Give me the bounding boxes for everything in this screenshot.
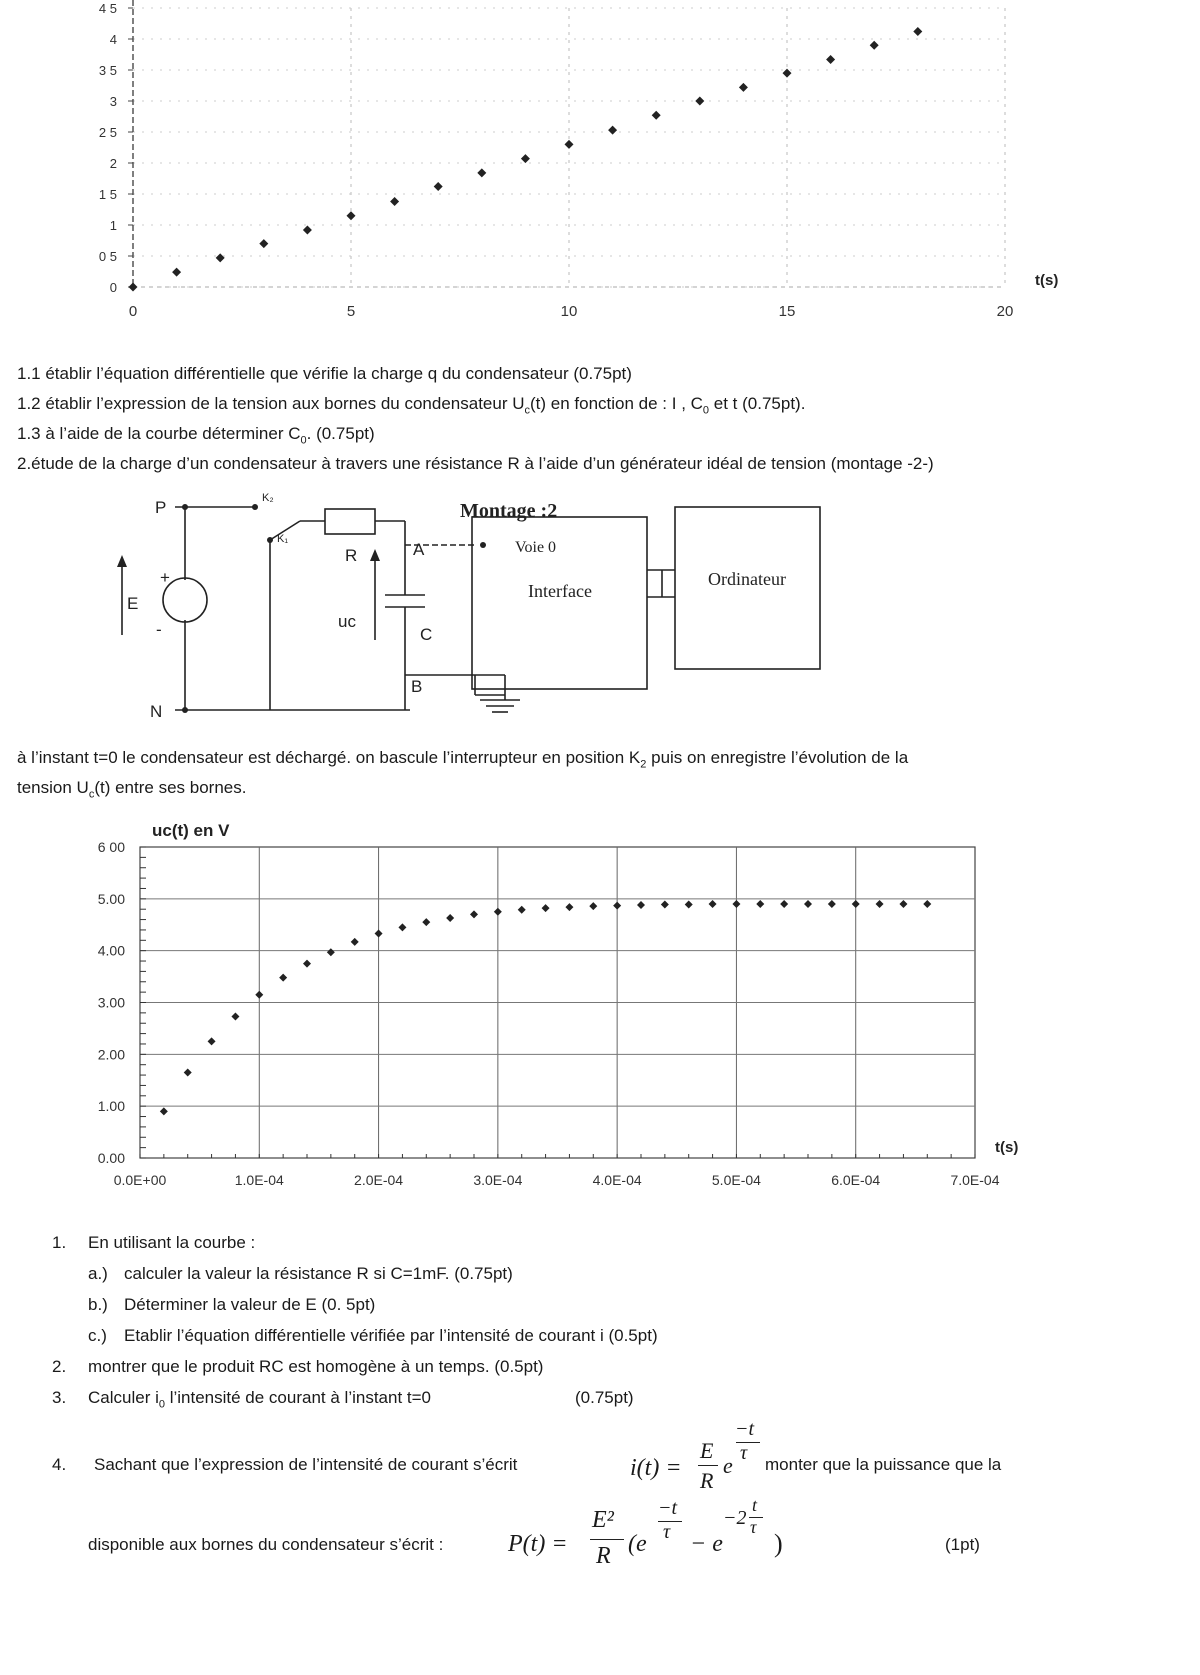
question-2: montrer que le produit RC est homogène à un temps. (0.5pt) (88, 1357, 544, 1376)
circuit-diagram (0, 485, 1200, 725)
y-axis-label: uc(t) en V (152, 821, 230, 840)
question-1-3: 1.3 à l’aide de la courbe déterminer $C_0$. (0.75pt) (17, 424, 375, 447)
data-point (661, 901, 669, 909)
x-tick-label: 0.0E+00 (113, 1172, 167, 1188)
data-point (303, 225, 312, 234)
question-3: Calculer $i_0$ l’intensité de courant à l’instant t=0 (88, 1388, 432, 1411)
data-point (279, 974, 287, 982)
data-point (390, 197, 399, 206)
y-tick-label: 1 (109, 218, 117, 233)
label-interface: Interface (528, 581, 592, 601)
y-tick-label: 2.00 (97, 1046, 125, 1063)
x-tick-label: 7.0E-04 (950, 1172, 1000, 1188)
x-tick-label: 15 (778, 303, 796, 320)
label-minus: - (156, 620, 162, 639)
x-tick-label: 2.0E-04 (354, 1172, 404, 1188)
data-point (231, 1012, 239, 1020)
data-point (542, 904, 550, 912)
question-2-heading: 2.étude de la charge d’un condensateur à travers une résistance R à l’aide d’un générateur idéal de tension (montage -2-) (17, 454, 934, 473)
label-ordinateur: Ordinateur (708, 569, 786, 589)
data-point (521, 154, 530, 163)
y-tick-label: 0.00 (97, 1150, 125, 1166)
label-N: N (150, 702, 163, 721)
data-point (259, 239, 268, 248)
question-num-2: 2. (52, 1357, 67, 1376)
interface-box (472, 517, 647, 689)
label-R: R (345, 546, 358, 565)
data-point (709, 900, 717, 908)
question-1a-label: a.) (88, 1264, 108, 1283)
y-tick-label: 3.00 (97, 994, 125, 1011)
y-tick-label: 4.00 (97, 942, 125, 959)
data-point (608, 126, 617, 135)
question-1c-label: c.) (88, 1326, 107, 1345)
data-point (739, 83, 748, 92)
data-point (870, 41, 879, 50)
data-point (255, 991, 263, 999)
data-point (477, 168, 486, 177)
x-axis-label: t(s) (995, 1139, 1019, 1156)
data-point (589, 902, 597, 910)
data-point (913, 27, 922, 36)
intro-line-2: tension $U_c(t)$ entre ses bornes. (17, 778, 247, 801)
data-point (494, 908, 502, 916)
data-point (184, 1068, 192, 1076)
data-point (470, 910, 478, 918)
data-point (899, 900, 907, 908)
y-tick-label: 0 5 (98, 249, 117, 264)
data-point (129, 283, 138, 292)
formula-power: P(t) = E² R (e −t τ − e −2 t τ ) (508, 1495, 783, 1569)
question-num-4: 4. (52, 1455, 67, 1474)
x-tick-label: 0 (128, 303, 138, 320)
question-4-a: Sachant que l’expression de l’intensité de courant s’écrit (94, 1455, 518, 1474)
label-K2: K₂ (262, 492, 274, 504)
x-tick-label: 5 (346, 303, 356, 320)
data-point (422, 918, 430, 926)
chart-uc-charge (0, 810, 1200, 1200)
x-tick-label: 10 (560, 303, 578, 320)
data-point (923, 900, 931, 908)
x-tick-label: 5.0E-04 (711, 1172, 761, 1188)
data-point (172, 268, 181, 277)
label-A: A (413, 540, 425, 559)
label-K1: K₁ (277, 533, 289, 545)
question-1a: calculer la valeur la résistance R si C=1mF. (0.75pt) (124, 1264, 513, 1283)
label-P: P (155, 498, 167, 517)
data-point (852, 900, 860, 908)
label-C: C (420, 625, 433, 644)
label-plus: + (160, 568, 170, 587)
y-tick-label: 6 00 (97, 839, 125, 855)
data-point (652, 111, 661, 120)
y-tick-label: 4 5 (98, 1, 117, 16)
question-1b: Déterminer la valeur de E (0. 5pt) (124, 1295, 376, 1314)
y-tick-label: 4 (109, 32, 117, 47)
question-num-3: 3. (52, 1388, 67, 1407)
data-point (216, 253, 225, 262)
data-point (804, 900, 812, 908)
label-uc: uc (338, 612, 356, 631)
y-tick-label: 1 5 (98, 187, 117, 202)
question-1: En utilisant la courbe : (88, 1233, 256, 1252)
data-point (446, 914, 454, 922)
question-1c: Etablir l’équation différentielle vérifiée par l’intensité de courant i (0.5pt) (124, 1326, 658, 1345)
data-point (828, 900, 836, 908)
data-point (303, 960, 311, 968)
x-tick-label: 4.0E-04 (592, 1172, 642, 1188)
x-tick-label: 1.0E-04 (234, 1172, 284, 1188)
question-4-b: monter que la puissance que la (765, 1455, 1002, 1474)
data-point (780, 900, 788, 908)
question-num-1: 1. (52, 1233, 67, 1252)
question-1-2: 1.2 établir l’expression de la tension aux bornes du condensateur $U_c(t)$ en fonction de : I , $C_0$ et t (0.75pt). (17, 394, 806, 417)
data-point (695, 97, 704, 106)
y-tick-label: 2 (109, 156, 117, 171)
chart-charge-linear (0, 0, 1200, 320)
label-voie: Voie 0 (515, 539, 557, 556)
resistor-symbol (325, 509, 375, 534)
x-tick-label: 20 (996, 303, 1014, 320)
y-tick-label: 5.00 (97, 890, 125, 907)
data-point (351, 938, 359, 946)
circuit-title: Montage :2 (460, 500, 558, 522)
data-point (756, 900, 764, 908)
data-point (732, 900, 740, 908)
y-tick-label: 3 (109, 94, 117, 109)
label-E: E (127, 594, 139, 613)
data-point (518, 906, 526, 914)
x-tick-label: 6.0E-04 (831, 1172, 881, 1188)
data-point (876, 900, 884, 908)
question-1b-label: b.) (88, 1295, 108, 1314)
y-tick-label: 1.00 (97, 1098, 125, 1115)
data-point (375, 930, 383, 938)
y-tick-label: 2 5 (98, 125, 117, 140)
question-3-points: (0.75pt) (575, 1388, 634, 1407)
y-tick-label: 3 5 (98, 63, 117, 78)
x-axis-label: t(s) (1035, 272, 1059, 289)
intro-line-1: à l’instant t=0 le condensateur est déchargé. on bascule l’interrupteur en position $K_2$ puis on enregistre l’évolution de la (17, 748, 909, 771)
question-4-c: disponible aux bornes du condensateur s’écrit : (88, 1535, 444, 1554)
question-1-1: 1.1 établir l’équation différentielle que vérifie la charge q du condensateur (0.75pt) (17, 364, 632, 383)
data-point (347, 211, 356, 220)
data-point (685, 901, 693, 909)
data-point (637, 901, 645, 909)
x-tick-label: 3.0E-04 (473, 1172, 523, 1188)
question-4-points: (1pt) (945, 1535, 980, 1554)
y-tick-label: 0 (109, 280, 117, 295)
data-point (434, 182, 443, 191)
data-point (565, 903, 573, 911)
formula-current: i(t) = E R e −t τ (630, 1418, 770, 1498)
data-point (160, 1107, 168, 1115)
data-point (613, 902, 621, 910)
label-B: B (411, 677, 423, 696)
data-point (398, 923, 406, 931)
data-point (565, 140, 574, 149)
data-point (327, 948, 335, 956)
data-point (208, 1037, 216, 1045)
data-point (826, 55, 835, 64)
